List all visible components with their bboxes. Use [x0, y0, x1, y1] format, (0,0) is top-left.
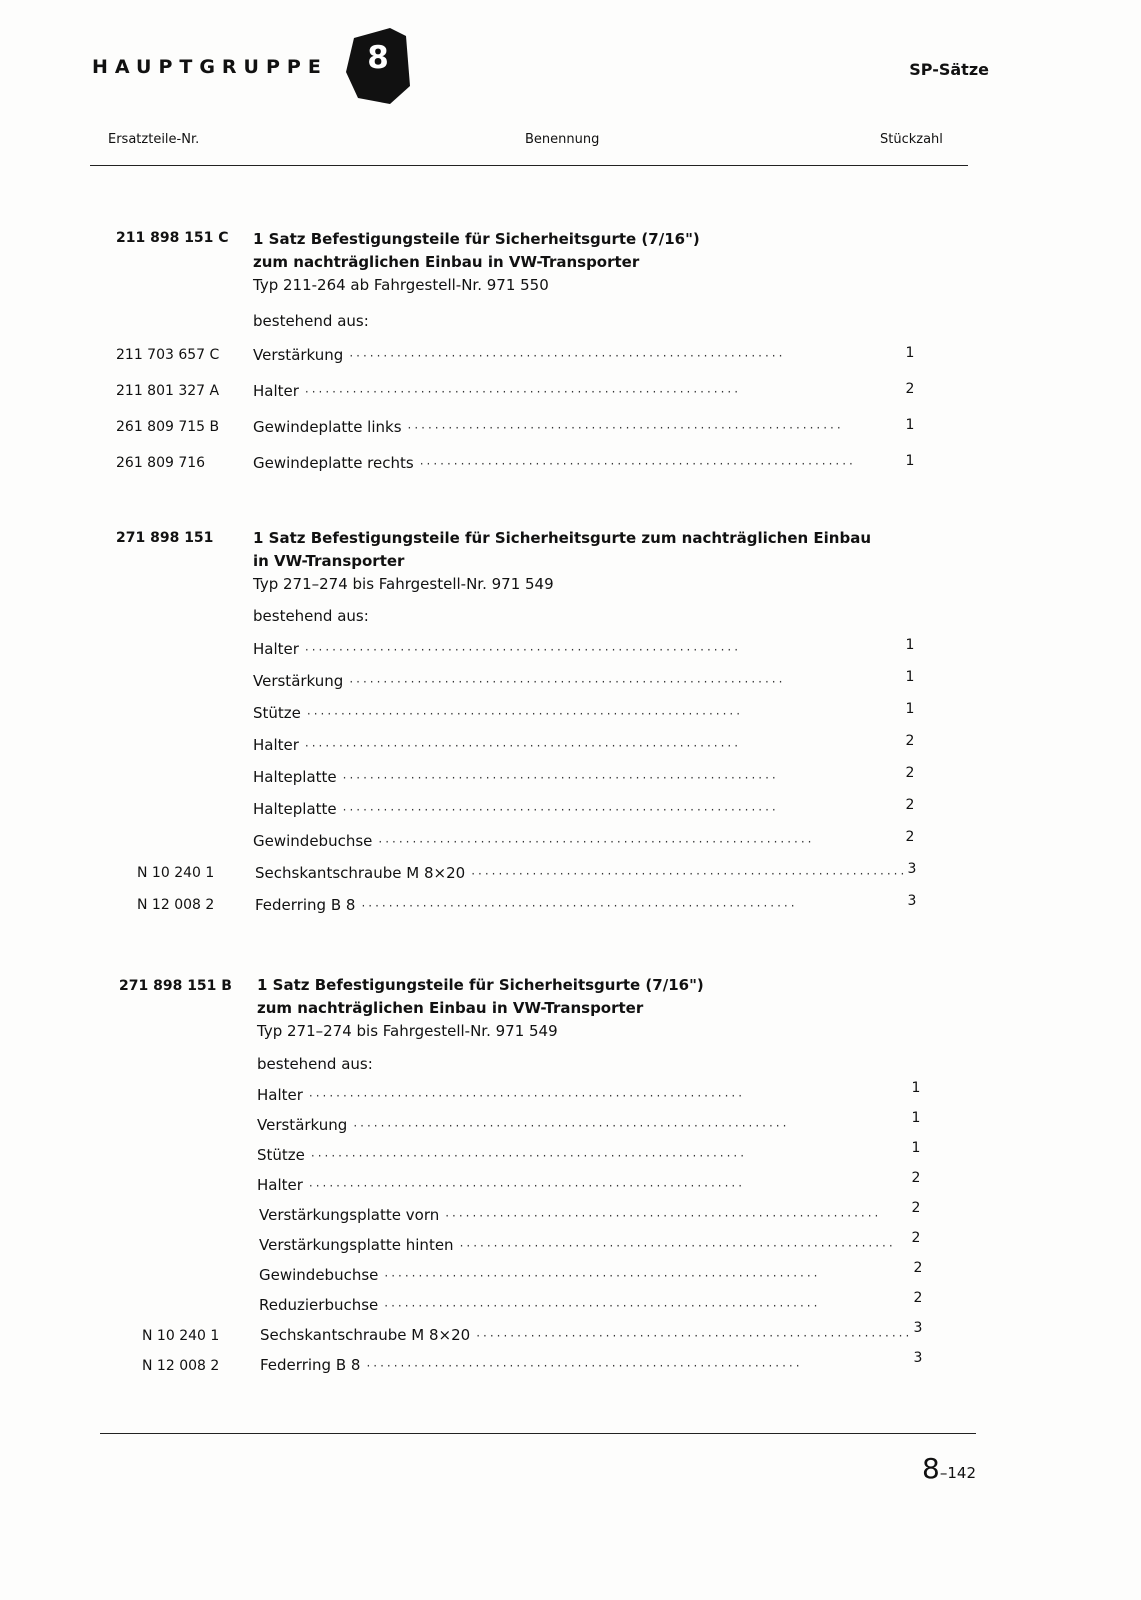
item-quantity: 1 — [905, 345, 915, 361]
item-quantity: 1 — [911, 1110, 921, 1126]
consists-of-label: bestehend aus: — [253, 312, 369, 330]
item-name: Stütze — [253, 704, 301, 722]
set-subtitle: Typ 271–274 bis Fahrgestell-Nr. 971 549 — [253, 575, 554, 593]
item-part-number: 261 809 716 — [116, 455, 206, 471]
group-number: 8 — [367, 40, 389, 76]
item-name: Halter — [257, 1086, 303, 1104]
list-item: Halter ································································ — [253, 640, 742, 658]
list-item: Halter ································································ — [253, 382, 742, 400]
list-item: Halter ································································ — [253, 736, 742, 754]
item-name: Gewindeplatte rechts — [253, 454, 414, 472]
item-part-number: 211 703 657 C — [116, 347, 220, 363]
document-title: SP-Sätze — [909, 60, 989, 79]
list-item: Federring B 8 ································································ — [260, 1356, 803, 1374]
item-part-number: 261 809 715 B — [116, 419, 220, 435]
list-item: Halter ································································ — [257, 1086, 746, 1104]
item-name: Halter — [253, 736, 299, 754]
list-item: Federring B 8 ································································ — [255, 896, 798, 914]
header-rule — [90, 165, 968, 166]
item-name: Federring B 8 — [260, 1356, 361, 1374]
item-quantity: 1 — [905, 701, 915, 717]
item-quantity: 3 — [913, 1350, 923, 1366]
item-name: Verstärkung — [253, 672, 344, 690]
item-quantity: 2 — [913, 1260, 923, 1276]
list-item: Stütze ································································ — [257, 1146, 748, 1164]
item-quantity: 3 — [907, 893, 917, 909]
set-subtitle: Typ 271–274 bis Fahrgestell-Nr. 971 549 — [257, 1022, 558, 1040]
item-quantity: 2 — [911, 1230, 921, 1246]
item-name: Halter — [257, 1176, 303, 1194]
page-number-sub: –142 — [939, 1464, 976, 1482]
set-title-line: 1 Satz Befestigungsteile für Sicherheitsgurte zum nachträglichen Einbau — [253, 529, 872, 547]
item-name: Halter — [253, 640, 299, 658]
item-quantity: 1 — [905, 637, 915, 653]
page-number-main: 8 — [922, 1452, 940, 1485]
page-number — [922, 1452, 976, 1485]
item-quantity: 2 — [911, 1170, 921, 1186]
set-title-line: 1 Satz Befestigungsteile für Sicherheitsgurte (7/16") — [253, 230, 700, 248]
list-item: Gewindeplatte links ································································ — [253, 418, 844, 436]
list-item: Verstärkung ································································ — [257, 1116, 790, 1134]
item-name: Stütze — [257, 1146, 305, 1164]
item-name: Halteplatte — [253, 768, 337, 786]
set-title-line: 1 Satz Befestigungsteile für Sicherheitsgurte (7/16") — [257, 976, 704, 994]
set-part-number: 271 898 151 — [116, 530, 214, 546]
set-part-number: 211 898 151 C — [116, 230, 229, 246]
item-quantity: 2 — [905, 797, 915, 813]
list-item: Reduzierbuchse ································································ — [259, 1296, 821, 1314]
item-name: Reduzierbuchse — [259, 1296, 379, 1314]
list-item: Verstärkung ································································ — [253, 346, 786, 364]
list-item: Sechskantschraube M 8×20 ································································ — [255, 864, 908, 882]
item-quantity: 2 — [905, 829, 915, 845]
item-quantity: 1 — [911, 1080, 921, 1096]
column-header-name: Benennung — [525, 132, 600, 147]
item-part-number: N 12 008 2 — [142, 1358, 220, 1374]
footer-rule — [100, 1433, 976, 1434]
list-item: Gewindebuchse ································································ — [259, 1266, 821, 1284]
column-header-qty: Stückzahl — [880, 132, 943, 147]
set-subtitle: Typ 211-264 ab Fahrgestell-Nr. 971 550 — [253, 276, 549, 294]
item-quantity: 1 — [905, 453, 915, 469]
item-quantity: 3 — [913, 1320, 923, 1336]
item-name: Halter — [253, 382, 299, 400]
item-name: Federring B 8 — [255, 896, 356, 914]
item-name: Verstärkungsplatte vorn — [259, 1206, 440, 1224]
item-part-number: 211 801 327 A — [116, 383, 220, 399]
list-item: Stütze ································································ — [253, 704, 744, 722]
item-quantity: 2 — [905, 733, 915, 749]
item-name: Sechskantschraube M 8×20 — [255, 864, 466, 882]
main-group-label: HAUPTGRUPPE — [92, 56, 328, 78]
set-part-number: 271 898 151 B — [119, 978, 232, 994]
item-quantity: 1 — [905, 417, 915, 433]
item-part-number: N 12 008 2 — [137, 897, 215, 913]
item-name: Verstärkung — [253, 346, 344, 364]
item-name: Verstärkungsplatte hinten — [259, 1236, 454, 1254]
consists-of-label: bestehend aus: — [257, 1055, 373, 1073]
item-name: Gewindeplatte links — [253, 418, 402, 436]
list-item: Gewindebuchse ································································ — [253, 832, 815, 850]
item-name: Sechskantschraube M 8×20 — [260, 1326, 471, 1344]
item-name: Gewindebuchse — [259, 1266, 379, 1284]
list-item: Sechskantschraube M 8×20 ································································ — [260, 1326, 913, 1344]
item-name: Verstärkung — [257, 1116, 348, 1134]
item-part-number: N 10 240 1 — [142, 1328, 220, 1344]
list-item: Gewindeplatte rechts ································································ — [253, 454, 856, 472]
list-item: Verstärkungsplatte vorn ································································ — [259, 1206, 882, 1224]
item-name: Gewindebuchse — [253, 832, 373, 850]
item-quantity: 2 — [905, 381, 915, 397]
item-part-number: N 10 240 1 — [137, 865, 215, 881]
list-item: Verstärkung ································································ — [253, 672, 786, 690]
item-quantity: 1 — [905, 669, 915, 685]
item-quantity: 3 — [907, 861, 917, 877]
list-item: Halteplatte ································································ — [253, 800, 779, 818]
list-item: Halteplatte ································································ — [253, 768, 779, 786]
item-quantity: 2 — [913, 1290, 923, 1306]
item-quantity: 2 — [911, 1200, 921, 1216]
set-title-line: zum nachträglichen Einbau in VW-Transporter — [257, 999, 644, 1017]
item-quantity: 1 — [911, 1140, 921, 1156]
column-header-part-no: Ersatzteile-Nr. — [108, 132, 200, 147]
item-name: Halteplatte — [253, 800, 337, 818]
set-title-line: in VW-Transporter — [253, 552, 405, 570]
consists-of-label: bestehend aus: — [253, 607, 369, 625]
item-quantity: 2 — [905, 765, 915, 781]
set-title-line: zum nachträglichen Einbau in VW-Transporter — [253, 253, 640, 271]
list-item: Verstärkungsplatte hinten ································································ — [259, 1236, 896, 1254]
list-item: Halter ································································ — [257, 1176, 746, 1194]
